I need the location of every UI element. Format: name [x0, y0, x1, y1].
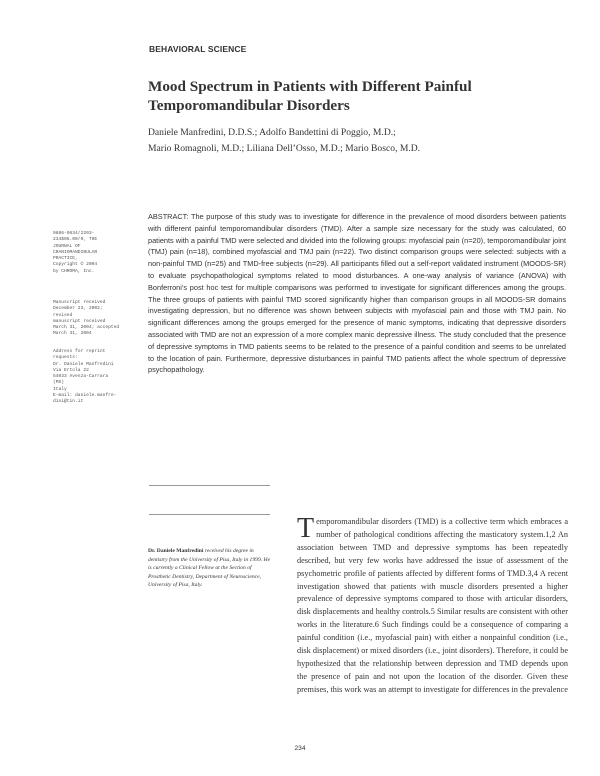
manuscript-history: [53, 300, 127, 338]
sidebar-line: March 31, 2004; accepted: [53, 325, 120, 331]
section-heading: BEHAVIORAL SCIENCE: [149, 44, 247, 54]
sidebar-line: Via Ertola 22: [53, 367, 89, 373]
copyright-notice: [53, 231, 127, 275]
body-text: [297, 513, 568, 697]
sidebar-line: (MS): [53, 380, 65, 386]
sidebar-line: Dr. Daniele Manfredini: [53, 361, 114, 367]
sidebar-line: December 23, 2002;: [53, 306, 103, 312]
sidebar-line: manuscript received: [53, 318, 106, 324]
abstract: [148, 211, 566, 376]
article-title: [148, 77, 568, 115]
reprint-address: [53, 349, 127, 406]
authors-line-1: Daniele Manfredini, D.D.S.; Adolfo Bandettini di Poggio, M.D.;: [148, 127, 396, 138]
drop-cap: T: [297, 513, 315, 544]
sidebar-line: Copyright © 2004: [53, 262, 98, 268]
page-number: 234: [294, 745, 306, 752]
sidebar-line: PRACTICE,: [53, 256, 78, 262]
authors-line-2: Mario Romagnoli, M.D.; Liliana Dell’Osso, M.D.; Mario Bosco, M.D.: [148, 142, 421, 154]
sidebar-line: requests:: [53, 355, 78, 361]
sidebar-line: dini@tin.it: [53, 399, 84, 405]
abstract-text: The purpose of this study was to investigate for difference in the prevalence of mood disorders between patients with different painful temporomandibular disorders (TMD). After a sample size necessary for the study was calculated, 60 patients with a painful TMD were selected and divided into the following groups: myofascial pain (n=20), temporomandibular joint (TMJ) pain (n=18), combined myofascial and TMJ pain (n=22). Two distinct comparison groups were selected: subjects with a non-painful TMD (n=25) and TMD-free subjects (n=29). All participants filled out a self-report validated instrument (MOODS-SR) to evaluate psychopathological symptoms related to mood disturbances. A one-way analysis of variance (ANOVA) with Bonferroni’s post hoc test for multiple comparisons was performed to investigate for significant differences among the groups. The three groups of patients with painful TMD scored significantly higher than comparison groups in all MOODS-SR domains investigating depression, but no difference was shown between subjects with myofascial pain and those with TMJ pain. No significant differences among the groups emerged for the presence of manic symptoms, indicating that depressive disorders associated with TMD are not an expression of a more complex manic depressive illness. The study concluded that the presence of depressive symptoms in TMD patients seems to be related to the presence of a painful condition and seems to be unrelated to the location of pain. Furthermore, depressive disturbances in painful TMD patients affect the whole spectrum of depressive psychopathology.: [148, 212, 566, 375]
divider: [149, 485, 270, 486]
abstract-label: ABSTRACT:: [148, 212, 189, 221]
sidebar-line: 234$05.00/0, THE: [53, 237, 98, 243]
sidebar-line: by CHROMA, Inc.: [53, 268, 95, 274]
divider: [149, 514, 270, 515]
sidebar-line: March 31, 2004: [53, 331, 92, 337]
author-list: [148, 125, 568, 156]
sidebar-line: CRANIOMANDIBULAR: [53, 249, 98, 255]
sidebar-line: Manuscript received: [53, 300, 106, 305]
article-title-line-2: Temporomandibular Disorders: [148, 97, 350, 114]
sidebar-line: 54033 Avenza-Carrara: [53, 374, 109, 380]
sidebar-line: 0886-9634/2203-: [53, 231, 95, 236]
sidebar-line: JOURNAL OF: [53, 243, 81, 249]
sidebar-line: Italy: [53, 386, 67, 392]
body-paragraph: emporomandibular disorders (TMD) is a collective term which embraces a number of pathological conditions affecting the masticatory system.1,2 An association between TMD and depressive symptoms has been repeatedly described, but very few works have addressed the issue of assessment of the psychometric profile of patients affected by different forms of TMD.3,4 A recent investigation showed that patients with muscle disorders presented a higher prevalence of depressive symptoms compared to those with articular disorders, disk displacements and healthy controls.5 Similar results are consistent with other works in the literature.6 Such findings could be a consequence of comparing a painful condition (i.e., myofascial pain) with either a nonpainful condition (i.e., disk displacement) or mixed disorders (i.e., joint disorders). Therefore, it could be hypothesized that the relationship between depression and TMD depends upon the presence of pain and not upon the location of the disorder. Given these premises, this work was an attempt to investigate for differences in the prevalence: [297, 517, 568, 694]
author-bio: [148, 547, 272, 590]
article-title-line-1: Mood Spectrum in Patients with Different Painful: [148, 78, 472, 95]
sidebar-line: revised: [53, 312, 73, 318]
bio-text: received his degree in dentistry from the University of Pisa, Italy in 1999. He is currently a Clinical Fellow at the Section of Prosthetic Dentistry, Department of Neuroscience, University of Pisa, Italy.: [148, 548, 271, 589]
bio-name: Dr. Daniele Manfredini: [148, 548, 204, 554]
sidebar-line: E-mail: daniele.manfre-: [53, 393, 117, 399]
sidebar-line: Address for reprint: [53, 349, 106, 354]
